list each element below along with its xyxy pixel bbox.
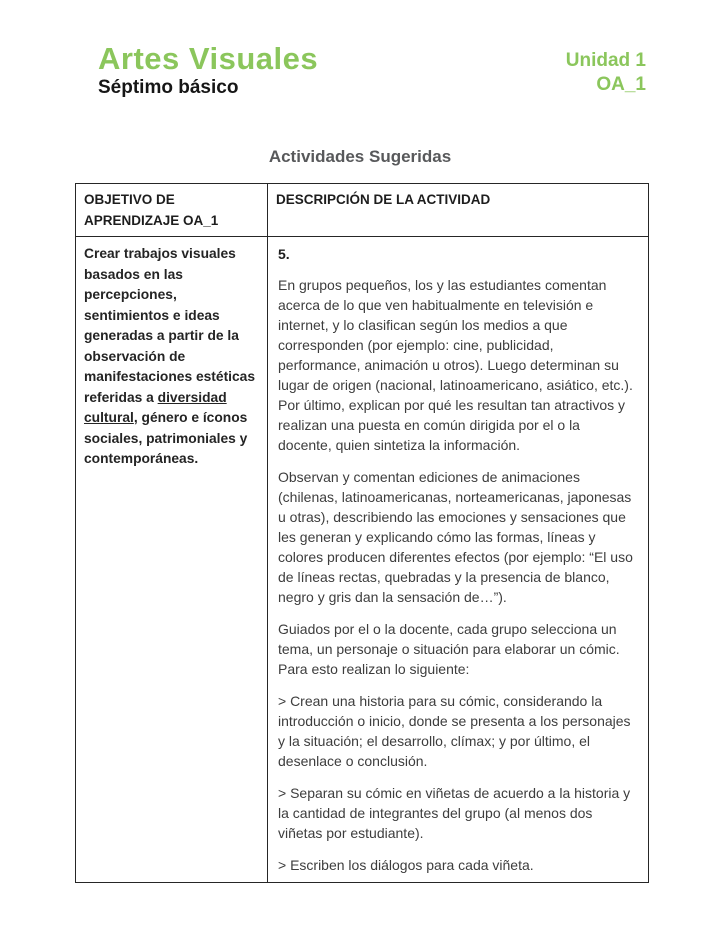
activities-table: [75, 183, 649, 883]
activity-paragraph: Guiados por el o la docente, cada grupo selecciona un tema, un personaje o situación para elaborar un cómic. Para esto realizan lo siguiente:: [278, 621, 620, 677]
subject-title: Artes Visuales: [98, 41, 319, 76]
description-column-header: DESCRIPCIÓN DE LA ACTIVIDAD: [268, 184, 649, 237]
page-title: Actividades Sugeridas: [268, 147, 452, 166]
table-body-row: [76, 237, 649, 883]
oa-label: OA_1: [596, 74, 646, 95]
grade-subtitle: Séptimo básico: [98, 77, 239, 98]
header-left: [98, 42, 318, 100]
document-header: [98, 42, 646, 100]
activity-bullet-paragraph: > Crean una historia para su cómic, considerando la introducción o inicio, donde se presenta a los personajes y la situación; el desarrollo, clímax; y por último, el desenlace o conclusión.: [278, 693, 631, 769]
table-header-row: [76, 184, 649, 237]
activity-bullet-paragraph: > Escriben los diálogos para cada viñeta.: [278, 857, 534, 873]
header-right: [566, 42, 646, 97]
activity-description-cell: [268, 237, 649, 883]
activity-bullet-paragraph: > Separan su cómic en viñetas de acuerdo a la historia y la cantidad de integrantes del grupo (al menos dos viñetas por estudiante).: [278, 785, 631, 841]
objective-column-header: OBJETIVO DE APRENDIZAJE OA_1: [76, 184, 268, 237]
activity-number: 5.: [278, 246, 290, 262]
activity-paragraph: En grupos pequeños, los y las estudiantes comentan acerca de lo que ven habitualmente en televisión e internet, y lo clasifican según los medios a que corresponden (por ejemplo: cine, publicidad, performance, animación u otros). Luego determinan su lugar de origen (nacional, latinoamericano, asiático, etc.). Por último, explican por qué les resultan tan atractivos y realizan una puesta en común dirigida por el o la docente, quien sintetiza la información.: [278, 277, 633, 453]
activity-paragraph: Observan y comentan ediciones de animaciones (chilenas, latinoamericanas, norteamericanas, japonesas u otras), describiendo las emociones y sensaciones que les generan y explicando cómo las formas, líneas y colores producen diferentes efectos (por ejemplo: “El uso de líneas rectas, quebradas y la presencia de blanco, negro y gris dan la sensación de…”).: [278, 469, 633, 605]
objective-text-before: Crear trabajos visuales basados en las percepciones, sentimientos e ideas generadas a partir de la observación de manifestaciones estéticas referidas a: [84, 246, 256, 405]
unit-label: Unidad 1: [565, 50, 646, 71]
objective-cell: [76, 237, 268, 883]
objective-text-after: , género e íconos sociales, patrimoniales y contemporáneas.: [84, 410, 248, 466]
objective-underlined-term: diversidad cultural: [84, 389, 227, 425]
